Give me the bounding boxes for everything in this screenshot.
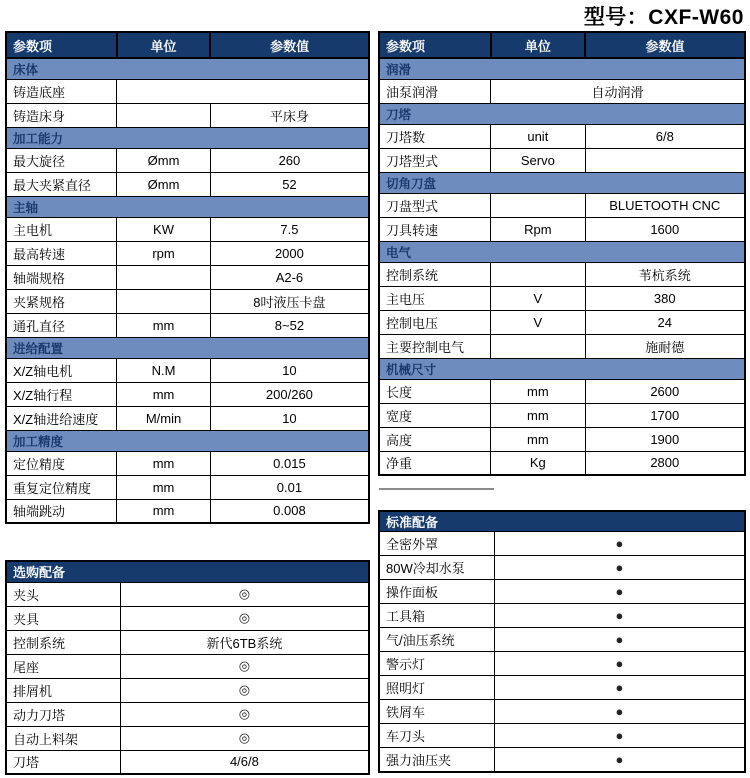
equipment-table-header-row [6,561,369,582]
value-cell: 2000 [210,241,369,265]
param-label-cell: 最大夹紧直径 [6,172,117,196]
value-cell: 1700 [585,403,745,427]
equipment-row [6,630,369,654]
spec-row [379,403,745,427]
param-label-cell: 轴端规格 [6,265,117,289]
optional-ring-icon: ◎ [120,606,369,630]
equipment-row [379,556,745,580]
left-column-gap [5,524,370,560]
column-header: 参数项 [379,32,491,58]
included-dot-icon: ● [494,532,745,556]
included-dot-icon: ● [494,724,745,748]
spec-row [379,451,745,475]
section-header-row [6,430,369,451]
equipment-row [6,582,369,606]
spec-row [6,103,369,127]
equipment-row [6,726,369,750]
equipment-label-cell: 80W冷却水泵 [379,556,494,580]
included-dot-icon: ● [494,604,745,628]
column-header: 参数值 [585,32,745,58]
equipment-label-cell: 强力油压夹 [379,748,494,772]
param-label-cell: 主电压 [379,286,491,310]
column-header: 单位 [491,32,585,58]
equipment-row [379,748,745,772]
unit-cell: mm [117,475,211,499]
equipment-label-cell: 动力刀塔 [6,702,120,726]
spec-row [6,172,369,196]
right-column [378,31,746,773]
section-header-row [6,58,369,79]
left-column [5,31,370,775]
spec-row [6,406,369,430]
optional-equipment-table-container [5,560,370,775]
equipment-label-cell: 车刀头 [379,724,494,748]
equipment-row [379,652,745,676]
spec-row [379,427,745,451]
value-cell: 0.008 [210,499,369,523]
section-header-row [379,103,745,124]
optional-ring-icon: ◎ [120,582,369,606]
spec-row [379,286,745,310]
spec-table-left [5,31,370,524]
value-cell: 1900 [585,427,745,451]
section-header-row [6,196,369,217]
unit-cell: rpm [117,241,211,265]
value-cell: 7.5 [210,217,369,241]
equipment-label-cell: 夹具 [6,606,120,630]
equipment-label-cell: 警示灯 [379,652,494,676]
value-cell: 0.01 [210,475,369,499]
unit-cell: mm [491,403,585,427]
equipment-label-cell: 全密外罩 [379,532,494,556]
section-title: 进给配置 [6,337,369,358]
value-cell: 10 [210,358,369,382]
value-cell: 52 [210,172,369,196]
param-label-cell: 轴端跳动 [6,499,117,523]
unit-cell: mm [117,313,211,337]
included-dot-icon: ● [494,748,745,772]
equipment-row [379,724,745,748]
spec-row [6,148,369,172]
equipment-value-cell: 新代6TB系统 [120,630,369,654]
section-title: 加工能力 [6,127,369,148]
diagonal-strikethrough-cell [117,289,211,313]
param-label-cell: 油泵润滑 [379,79,491,103]
spec-table-left-container [5,31,370,524]
equipment-label-cell: 自动上料架 [6,726,120,750]
equipment-table-title: 选购配备 [6,561,369,582]
value-cell: 0.015 [210,451,369,475]
model-title: 型号：CXF-W60 [583,5,744,29]
spec-row [379,148,745,172]
spec-row [6,475,369,499]
param-label-cell: 定位精度 [6,451,117,475]
param-label-cell: 刀具转速 [379,217,491,241]
value-cell: 施耐德 [585,334,745,358]
equipment-row [379,700,745,724]
spec-row [379,217,745,241]
section-header-row [6,127,369,148]
equipment-label-cell: 照明灯 [379,676,494,700]
right-column-gap [378,490,746,510]
column-header: 参数值 [210,32,369,58]
optional-ring-icon: ◎ [120,678,369,702]
spec-table-right [378,31,746,476]
unit-cell: Kg [491,451,585,475]
included-dot-icon: ● [494,580,745,604]
value-cell: 2800 [585,451,745,475]
value-cell: 苇杭系统 [585,262,745,286]
param-label-cell: 主电机 [6,217,117,241]
spec-row [379,124,745,148]
section-title: 加工精度 [6,430,369,451]
column-header: 单位 [117,32,211,58]
section-title: 刀塔 [379,103,745,124]
equipment-value-cell: 4/6/8 [120,750,369,774]
unit-cell: mm [117,382,211,406]
optional-ring-icon: ◎ [120,726,369,750]
equipment-label-cell: 夹头 [6,582,120,606]
equipment-label-cell: 尾座 [6,654,120,678]
diagonal-strikethrough-cell [117,103,211,127]
param-label-cell: 最大旋径 [6,148,117,172]
equipment-table-title: 标准配备 [379,511,745,532]
section-header-row [379,358,745,379]
value-cell: 380 [585,286,745,310]
equipment-row [379,676,745,700]
included-dot-icon: ● [494,556,745,580]
param-label-cell: 通孔直径 [6,313,117,337]
section-title: 床体 [6,58,369,79]
param-label-cell: 刀盘型式 [379,193,491,217]
param-label-cell: 主要控制电气 [379,334,491,358]
unit-cell: unit [491,124,585,148]
value-cell: 平床身 [210,103,369,127]
spec-row [6,358,369,382]
equipment-label-cell: 刀塔 [6,750,120,774]
param-label-cell: 重复定位精度 [6,475,117,499]
optional-equipment-table [5,560,370,775]
param-label-cell: X/Z轴电机 [6,358,117,382]
equipment-label-cell: 气/油压系统 [379,628,494,652]
unit-cell: V [491,310,585,334]
unit-cell: mm [491,427,585,451]
spec-row [6,313,369,337]
standard-equipment-table [378,510,746,773]
spec-row [6,499,369,523]
spec-row [379,310,745,334]
merged-value-cell: 自动润滑 [491,79,745,103]
value-cell [585,148,745,172]
spec-table-right-container [378,31,746,476]
value-cell: 6/8 [585,124,745,148]
section-header-row [379,172,745,193]
equipment-label-cell: 铁屑车 [379,700,494,724]
equipment-row [6,702,369,726]
unit-cell: KW [117,217,211,241]
param-label-cell: 控制电压 [379,310,491,334]
equipment-row [379,580,745,604]
param-label-cell: 控制系统 [379,262,491,286]
param-label-cell: 铸造床身 [6,103,117,127]
equipment-row [6,750,369,774]
section-title: 润滑 [379,58,745,79]
section-title: 机械尺寸 [379,358,745,379]
param-label-cell: 铸造底座 [6,79,117,103]
unit-cell: Ømm [117,148,211,172]
param-label-cell: X/Z轴进给速度 [6,406,117,430]
included-dot-icon: ● [494,652,745,676]
value-cell: 24 [585,310,745,334]
spec-header-row [6,32,369,58]
value-cell: A2-6 [210,265,369,289]
spec-row [6,382,369,406]
spec-row [6,79,369,103]
equipment-row [6,606,369,630]
diagonal-strikethrough-cell [491,262,585,286]
section-title: 主轴 [6,196,369,217]
spec-header-row [379,32,745,58]
value-cell: 10 [210,406,369,430]
section-header-row [6,337,369,358]
value-cell: 8吋液压卡盘 [210,289,369,313]
equipment-row [6,654,369,678]
param-label-cell: X/Z轴行程 [6,382,117,406]
value-cell: 8~52 [210,313,369,337]
spec-row [379,79,745,103]
equipment-label-cell: 控制系统 [6,630,120,654]
merged-value-cell [117,79,369,103]
param-label-cell: 刀塔数 [379,124,491,148]
param-label-cell: 长度 [379,379,491,403]
diagonal-strikethrough-cell [491,334,585,358]
spec-row [379,334,745,358]
title-bar [5,0,746,31]
section-header-row [379,58,745,79]
unit-cell: M/min [117,406,211,430]
equipment-label-cell: 工具箱 [379,604,494,628]
value-cell: 1600 [585,217,745,241]
spec-row [6,265,369,289]
unit-cell: Rpm [491,217,585,241]
section-title: 切角刀盘 [379,172,745,193]
spec-row [6,241,369,265]
section-title: 电气 [379,241,745,262]
optional-ring-icon: ◎ [120,702,369,726]
param-label-cell: 宽度 [379,403,491,427]
two-column-layout [5,31,746,775]
column-header: 参数项 [6,32,117,58]
param-label-cell: 高度 [379,427,491,451]
param-label-cell: 夹紧规格 [6,289,117,313]
param-label-cell: 净重 [379,451,491,475]
spec-row [6,289,369,313]
spec-row [379,193,745,217]
equipment-row [6,678,369,702]
unit-cell: V [491,286,585,310]
unit-cell: Ømm [117,172,211,196]
value-cell: 200/260 [210,382,369,406]
optional-ring-icon: ◎ [120,654,369,678]
equipment-table-header-row [379,511,745,532]
value-cell: BLUETOOTH CNC [585,193,745,217]
equipment-label-cell: 操作面板 [379,580,494,604]
spec-row [379,379,745,403]
unit-cell: N.M [117,358,211,382]
param-label-cell: 最高转速 [6,241,117,265]
equipment-row [379,628,745,652]
equipment-row [379,604,745,628]
unit-cell: Servo [491,148,585,172]
diagonal-strikethrough-cell [491,193,585,217]
included-dot-icon: ● [494,676,745,700]
value-cell: 260 [210,148,369,172]
included-dot-icon: ● [494,700,745,724]
unit-cell: mm [117,499,211,523]
equipment-label-cell: 排屑机 [6,678,120,702]
spec-row [379,262,745,286]
section-header-row [379,241,745,262]
spec-row [6,217,369,241]
standard-equipment-table-container [378,510,746,773]
unit-cell: mm [117,451,211,475]
param-label-cell: 刀塔型式 [379,148,491,172]
unit-cell: mm [491,379,585,403]
value-cell: 2600 [585,379,745,403]
equipment-row [379,532,745,556]
spec-row [6,451,369,475]
included-dot-icon: ● [494,628,745,652]
diagonal-strikethrough-cell [117,265,211,289]
